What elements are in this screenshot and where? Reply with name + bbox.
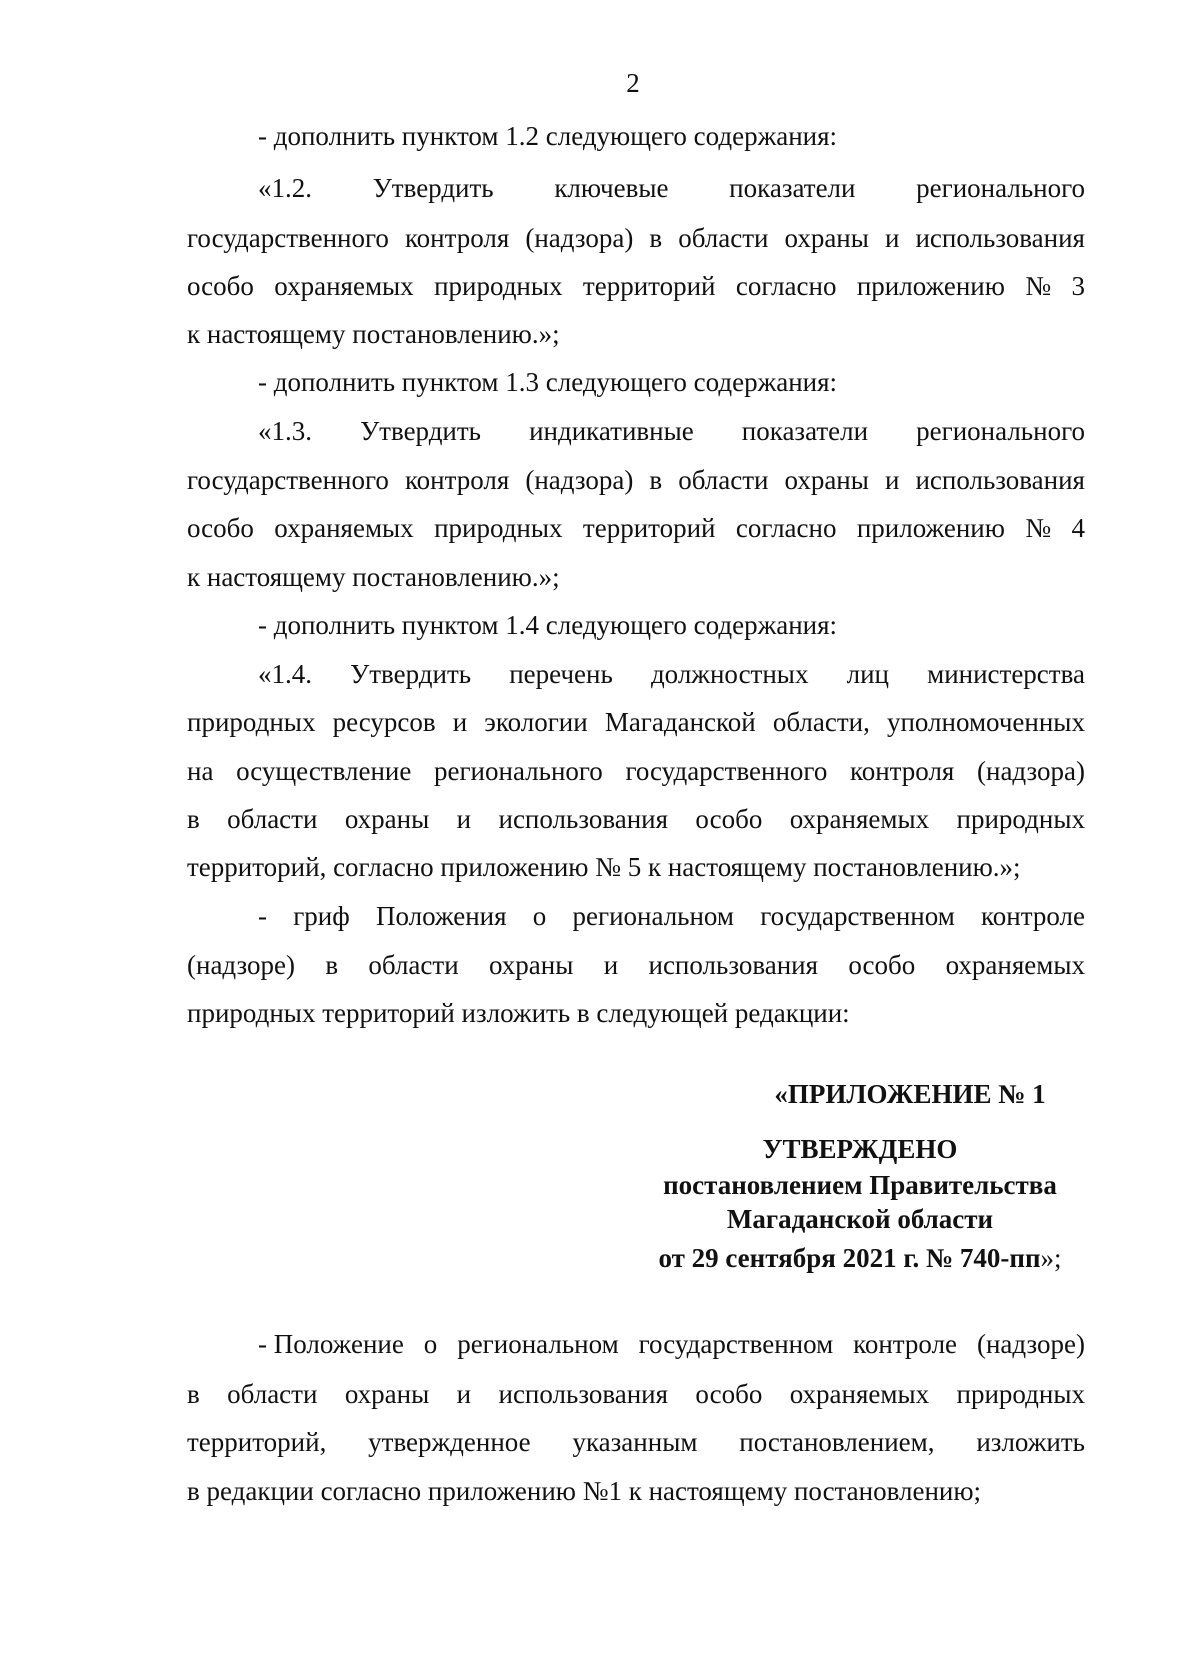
word: постановлением, [739,1427,935,1457]
word: Утвердить [360,416,481,446]
word: (надзора) [977,756,1085,786]
word: охраняемых [274,513,414,543]
word: согласно [735,271,837,301]
appendix-heading: «ПРИЛОЖЕНИЕ № 1 [774,1079,1046,1109]
word: области [678,223,769,253]
item-stamp-line-3: природных территорий изложить в следующей редакции: [187,998,850,1028]
word: природных [956,804,1085,834]
word: использования [915,223,1085,253]
word: в [325,950,339,980]
word: контроля [849,756,955,786]
word: о [423,1329,438,1359]
item-regulation-line-1 [258,1328,1085,1360]
word: области, [772,707,870,737]
word: в [187,804,200,834]
word: (надзоре) [187,950,295,980]
word: области [227,804,318,834]
word: особо [187,271,254,301]
para-1-3-line-2 [187,464,1085,496]
word: № [1025,271,1052,301]
word: контроля [404,223,510,253]
word: (надзоре) [976,1329,1085,1359]
word: охраны [784,465,869,495]
word: «1.2. [258,173,312,203]
item-stamp-line-1 [258,900,1085,932]
word: уполномоченных [886,707,1085,737]
word: должностных [650,659,809,689]
para-1-2-line-2 [187,222,1085,254]
approved-date-text: от 29 сентября 2021 г. № 740-пп [658,1243,1041,1273]
word: территорий [582,271,716,301]
para-1-2-line-1 [258,172,1085,204]
word: охраняемых [945,950,1085,980]
word: области [678,465,769,495]
word: контроле [981,901,1085,931]
word: охраны [344,804,430,834]
word: в [649,465,663,495]
word: охраняемых [274,271,414,301]
word: «1.4. [258,659,312,689]
word: охраны [784,223,869,253]
word: ключевые [554,173,669,203]
word: в [649,223,663,253]
word: о [532,901,547,931]
word: «1.3. [258,416,312,446]
approved-heading: УТВЕРЖДЕНО [762,1134,958,1164]
word: использования [648,950,819,980]
word: государственном [638,1329,834,1359]
word: ресурсов [332,707,436,737]
word: государственного [187,223,389,253]
para-1-3-line-3 [187,512,1085,544]
word: экологии [484,707,588,737]
word: и [456,804,472,834]
word: осуществление [236,756,412,786]
word: приложению [856,271,1005,301]
word: особо [187,513,254,543]
item-add-1-3: - дополнить пунктом 1.3 следующего содержания: [258,367,838,397]
word: природных [434,271,563,301]
word: индикативные [529,416,694,446]
word: показатели [729,173,856,203]
word: 4 [1071,513,1085,543]
para-1-2-line-4: к настоящему постановлению.»; [187,319,560,349]
word: охраняемых [789,1379,930,1409]
word: 3 [1071,271,1085,301]
word: регионального [916,173,1085,203]
word: особо [695,1379,763,1409]
word: приложению [856,513,1005,543]
approved-by-line-2: Магаданской области [726,1204,994,1234]
word: природных [434,513,563,543]
word: Положения [376,901,507,931]
word: и [603,950,619,980]
word: области [368,950,459,980]
word: контроле [853,1329,958,1359]
word: и [456,1379,472,1409]
word: № [1025,513,1052,543]
word: территорий, [187,1427,327,1457]
word: особо [848,950,916,980]
word: государственного [625,756,828,786]
word: изложить [976,1427,1085,1457]
word: перечень [509,659,613,689]
word: использования [498,804,669,834]
approved-date-tail: »; [1040,1243,1062,1273]
word: использования [915,465,1085,495]
word: утвержденное [368,1427,531,1457]
para-1-4-line-3 [187,755,1085,787]
para-1-4-line-5: территорий, согласно приложению № 5 к настоящему постановлению.»; [187,852,1021,882]
word: на [187,756,214,786]
word: особо [695,804,763,834]
word: в [187,1379,200,1409]
word: лиц [846,659,889,689]
item-regulation-line-4: в редакции согласно приложению №1 к настоящему постановлению; [187,1476,982,1506]
word: региональном [572,901,735,931]
word: охраны [488,950,574,980]
word: регионального [916,416,1085,446]
word: (надзора) [525,223,634,253]
word: и [884,465,900,495]
item-add-1-2: - дополнить пунктом 1.2 следующего содержания: [258,121,838,151]
word: Утвердить [350,659,472,689]
word: и [452,707,468,737]
word: гриф [293,901,350,931]
word: охраны [344,1379,430,1409]
para-1-3-line-1 [258,415,1085,447]
item-stamp-line-2 [187,949,1085,981]
word: показатели [741,416,869,446]
approved-by-line-1: постановлением Правительства [663,1170,1057,1200]
word: природных [956,1379,1085,1409]
page-number: 2 [626,68,640,98]
word: региональном [457,1329,619,1359]
word: - [258,901,267,931]
word: регионального [433,756,603,786]
item-add-1-4: - дополнить пунктом 1.4 следующего содержания: [258,610,838,640]
approved-date [645,1242,1075,1274]
word: охраняемых [789,804,930,834]
para-1-4-line-2 [187,706,1085,738]
word: Магаданской [604,707,756,737]
word: (надзора) [525,465,634,495]
word: указанным [572,1427,698,1457]
para-1-4-line-1 [258,658,1085,690]
item-regulation-line-2 [187,1378,1085,1410]
word: и [884,223,900,253]
word: природных [187,707,316,737]
word: министерства [927,659,1085,689]
item-regulation-line-3 [187,1426,1085,1458]
para-1-3-line-4: к настоящему постановлению.»; [187,562,560,592]
para-1-4-line-4 [187,803,1085,835]
word: согласно [735,513,837,543]
word: использования [498,1379,669,1409]
word: - Положение [258,1329,404,1359]
para-1-2-line-3 [187,270,1085,302]
word: области [227,1379,318,1409]
word: государственном [760,901,955,931]
word: контроля [404,465,510,495]
word: государственного [187,465,389,495]
word: Утвердить [372,173,494,203]
word: территорий [582,513,716,543]
